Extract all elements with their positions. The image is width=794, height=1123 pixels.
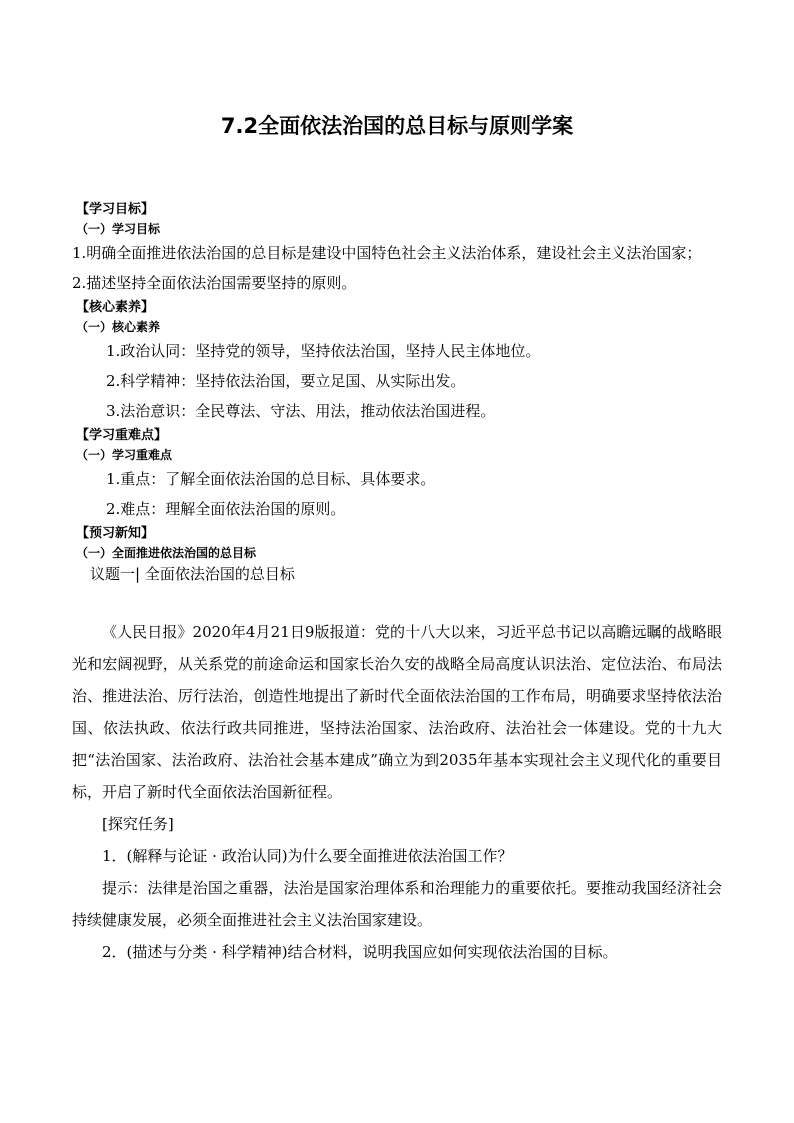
question-1: 1．(解释与论证 · 政治认同)为什么要全面推进依法治国工作？ (102, 847, 513, 865)
learning-goals-header: 【学习目标】 (76, 202, 155, 217)
material-paragraph: 《人民日报》2020年4月21日9版报道：党的十八大以来，习近平总书记以高瞻远瞩的战略眼光和宏阔视野，从关系党的前途命运和国家长治久安的战略全局高度认识法治、定位法治、布局法治、推进法治、厉行法治，创造性地提出了新时代全面依法治国的工作布局，明确要求坚持依法治国、依法执政、依法行政共同推进，坚持法治国家、法治政府、法治社会一体建设。党的十九大把“法治国家、法治政府、法治社会基本建成”确立为到2035年基本实现社会主义现代化的重要目标，开启了新时代全面依法治国新征程。 (72, 623, 722, 801)
learning-goal-item: 2.描述坚持全面依法治国需要坚持的原则。 (72, 274, 357, 292)
core-literacy-item: 2.科学精神：坚持依法治国，要立足国、从实际出发。 (106, 372, 466, 390)
topic-heading: 议题一| 全面依法治国的总目标 (90, 565, 295, 583)
key-points-header: 【学习重难点】 (76, 428, 168, 443)
question-2: 2．(描述与分类 · 科学精神)结合材料，说明我国应如何实现依法治国的目标。 (102, 943, 618, 961)
key-points-subheader: （一）学习重难点 (76, 448, 173, 462)
core-literacy-header: 【核心素养】 (76, 300, 155, 315)
core-literacy-item: 1.政治认同：坚持党的领导，坚持依法治国，坚持人民主体地位。 (106, 342, 541, 360)
key-points-section (72, 426, 722, 524)
preview-section (72, 524, 722, 968)
preview-subheader: （一）全面推进依法治国的总目标 (76, 546, 257, 560)
core-literacy-subheader: （一）核心素养 (76, 320, 161, 334)
document-body (72, 200, 722, 968)
core-literacy-item: 3.法治意识：全民尊法、守法、用法，推动依法治国进程。 (106, 402, 496, 420)
core-literacy-section (72, 298, 722, 426)
hint-1: 提示：法律是治国之重器，法治是国家治理体系和治理能力的重要依托。要推动我国经济社会持续健康发展，必须全面推进社会主义法治国家建设。 (72, 879, 722, 929)
spacer (72, 586, 722, 616)
learning-goals-subheader: （一）学习目标 (76, 222, 161, 236)
learning-goal-item: 1.明确全面推进依法治国的总目标是建设中国特色社会主义法治体系，建设社会主义法治国家； (72, 244, 702, 262)
key-point-item: 2.难点：理解全面依法治国的原则。 (106, 500, 346, 518)
preview-header: 【预习新知】 (76, 526, 155, 541)
task-label: [探究任务] (102, 815, 174, 833)
document-title: 7.2全面依法治国的总目标与原则学案 (220, 114, 574, 138)
learning-goals-section (72, 200, 722, 298)
key-point-item: 1.重点：了解全面依法治国的总目标、具体要求。 (106, 470, 436, 488)
